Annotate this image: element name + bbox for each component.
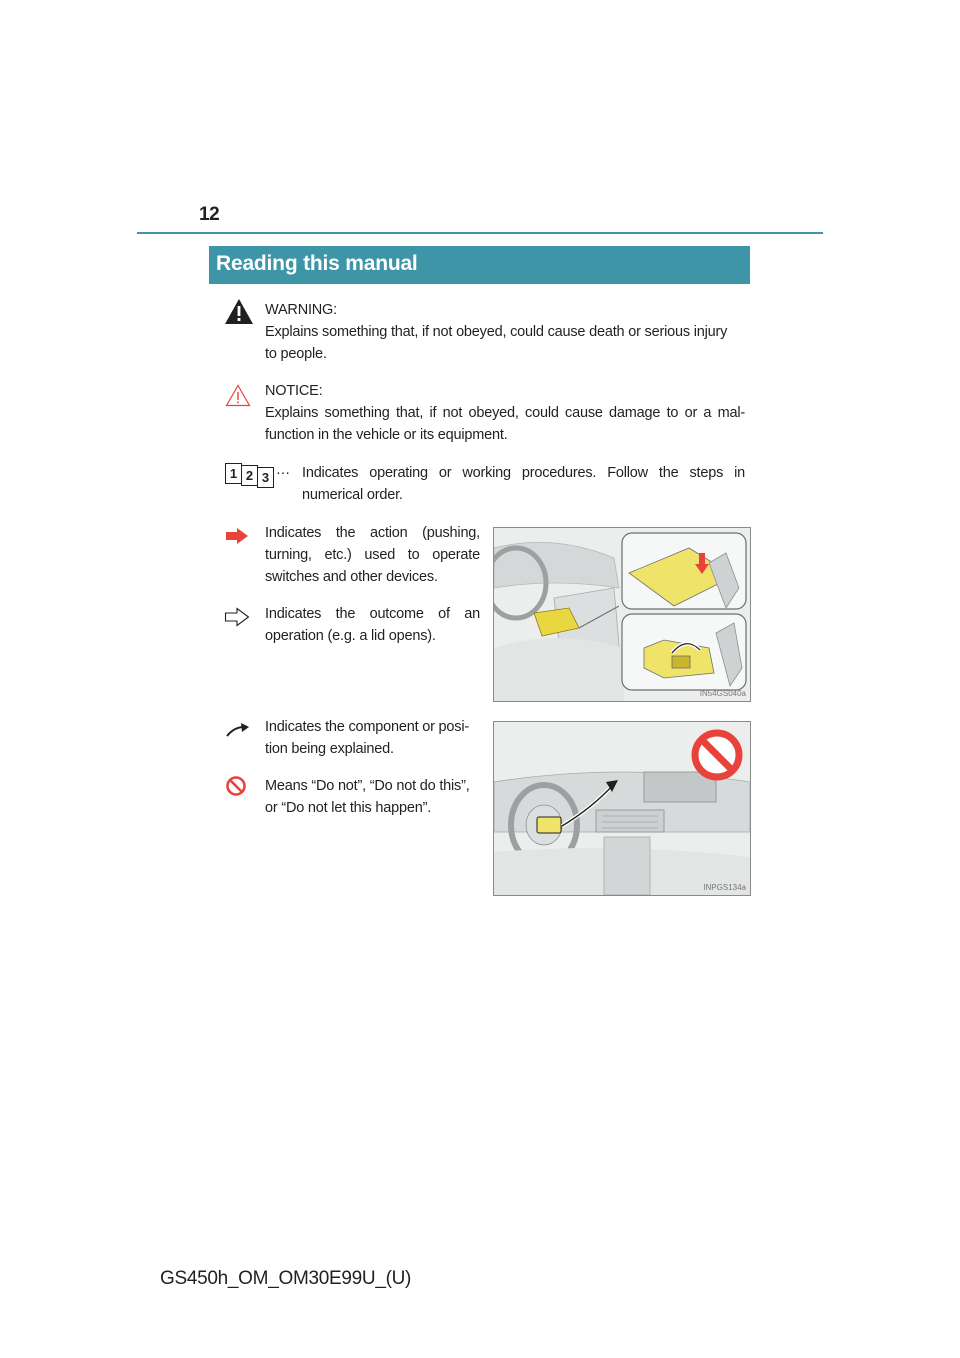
- warning-triangle-icon: [224, 298, 254, 325]
- step-badge-3: 3: [257, 467, 274, 488]
- illustration-code: INPGS134a: [703, 883, 746, 892]
- outcome-line2: operation (e.g. a lid opens).: [265, 628, 436, 644]
- steps-line2: numerical order.: [302, 487, 403, 503]
- prohibition-icon: [225, 775, 247, 797]
- action-line2: turning, etc.) used to operate: [265, 547, 480, 563]
- component-line2: tion being explained.: [265, 741, 394, 757]
- illustration-code: IN54GS040a: [699, 689, 746, 698]
- notice-triangle-icon: [225, 384, 251, 407]
- warning-label: WARNING:: [265, 302, 337, 318]
- illustration-dashboard: [493, 721, 751, 896]
- action-line3: switches and other devices.: [265, 569, 438, 585]
- warning-body-line1: Explains something that, if not obeyed, could cause death or serious injury: [265, 324, 728, 340]
- section-banner: [209, 246, 750, 284]
- notice-label: NOTICE:: [265, 383, 323, 399]
- step-badge-2: 2: [241, 465, 258, 486]
- document-code: GS450h_OM_OM30E99U_(U): [160, 1268, 412, 1289]
- action-line1: Indicates the action (pushing,: [265, 525, 480, 541]
- steps-dots: ···: [276, 465, 290, 481]
- dashboard-drawing: [494, 722, 750, 895]
- warning-body-line2: to people.: [265, 346, 327, 362]
- step-badge-1: 1: [225, 463, 242, 484]
- notice-body-line1: Explains something that, if not obeyed, could cause damage to or a mal-: [265, 405, 745, 421]
- step-badges: [225, 463, 275, 485]
- prohibit-line1: Means “Do not”, “Do not do this”,: [265, 778, 470, 794]
- section-title: Reading this manual: [216, 252, 418, 275]
- illustration-lid-operation: [493, 527, 751, 702]
- pointer-arrow-icon: [225, 722, 251, 738]
- filled-arrow-icon: [225, 527, 249, 545]
- prohibit-line2: or “Do not let this happen”.: [265, 800, 432, 816]
- notice-body-line2: function in the vehicle or its equipment.: [265, 427, 508, 443]
- page-number: 12: [199, 204, 220, 225]
- dashboard-console-drawing: [494, 528, 750, 701]
- outcome-line1: Indicates the outcome of an: [265, 606, 480, 622]
- outline-arrow-icon: [224, 607, 250, 627]
- component-line1: Indicates the component or posi-: [265, 719, 469, 735]
- steps-line1: Indicates operating or working procedures. Follow the steps in: [302, 465, 745, 481]
- header-rule: [137, 232, 823, 234]
